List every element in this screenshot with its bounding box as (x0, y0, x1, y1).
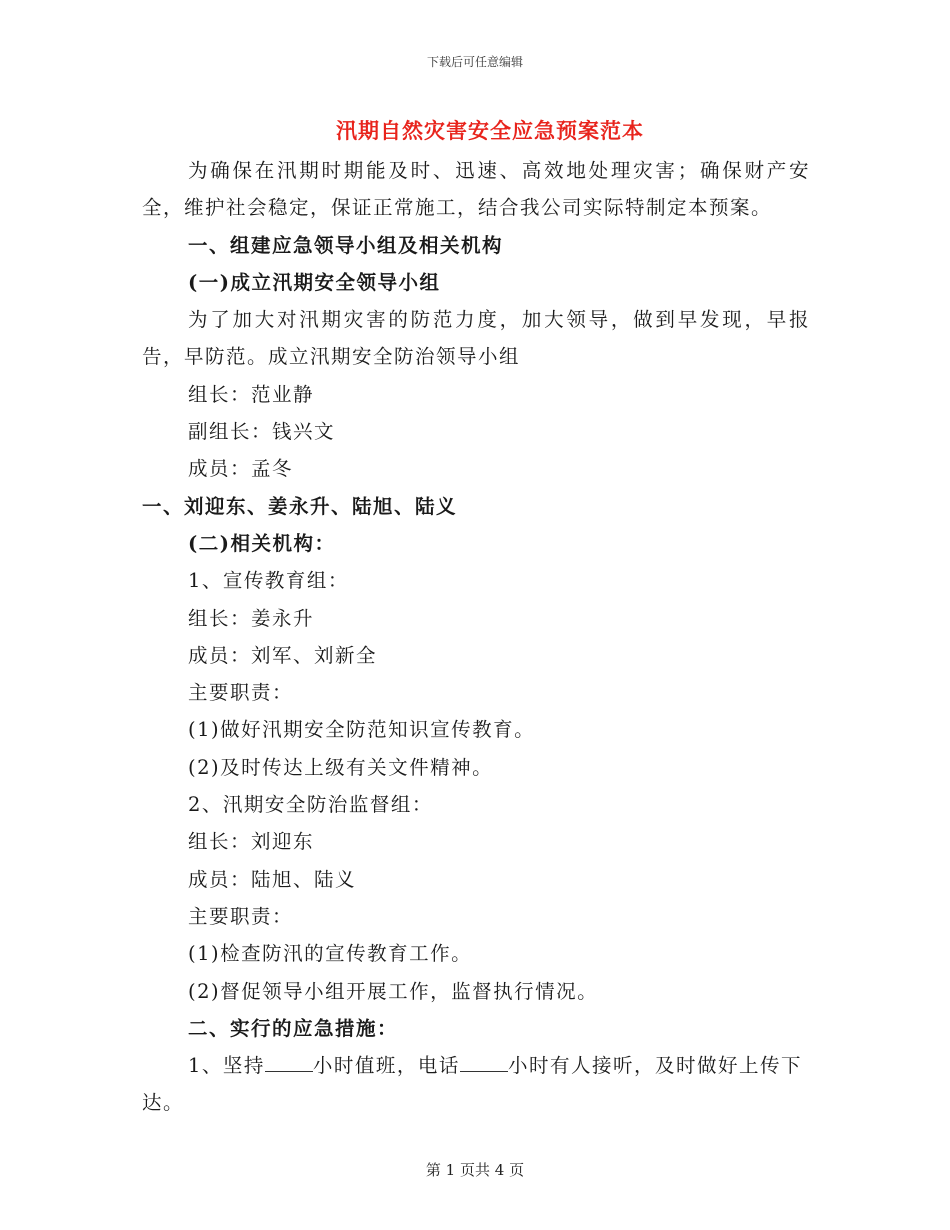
header-note: 下载后可任意编辑 (426, 55, 523, 69)
duty-item: (1)检查防汛的宣传教育工作。 (188, 942, 473, 966)
measure-text: 小时有人接听，及时做好上传下 (507, 1054, 802, 1078)
subsection-heading: (二)相关机构： (188, 531, 336, 555)
paragraph-line: 为了加大对汛期灾害的防范力度，加大领导，做到早发现，早报 (188, 308, 810, 332)
members-line: 成员：孟冬 (188, 457, 294, 481)
measure-text: 1、坚持 (188, 1054, 265, 1078)
duty-item: (2)督促领导小组开展工作，监督执行情况。 (188, 979, 599, 1003)
section-heading: 一、组建应急领导小组及相关机构 (188, 233, 504, 257)
group-name: 1、宣传教育组： (188, 569, 349, 593)
measure-continued: 达。 (142, 1091, 185, 1115)
duties-label: 主要职责： (188, 904, 294, 928)
document-title: 汛期自然灾害安全应急预案范本 (336, 118, 644, 143)
subsection-heading: (一)成立汛期安全领导小组 (188, 270, 441, 294)
duty-item: (2)及时传达上级有关文件精神。 (188, 755, 494, 779)
measure-item (142, 1047, 810, 1084)
members-line: 成员：陆旭、陆义 (188, 867, 357, 891)
leader-line: 组长：刘迎东 (188, 830, 315, 854)
paragraph-line: 告，早防范。成立汛期安全防治领导小组 (142, 345, 521, 369)
members-continued: 一、刘迎东、姜永升、陆旭、陆义 (142, 494, 458, 518)
group-name: 2、汛期安全防治监督组： (188, 793, 433, 817)
members-line: 成员：刘军、刘新全 (188, 643, 378, 667)
section-heading: 二、实行的应急措施： (188, 1016, 399, 1040)
fill-blank (460, 1053, 508, 1072)
fill-blank (265, 1053, 313, 1072)
duty-item: (1)做好汛期安全防范知识宣传教育。 (188, 718, 536, 742)
intro-line: 为确保在汛期时期能及时、迅速、高效地处理灾害；确保财产安 (188, 159, 810, 182)
intro-line: 全，维护社会稳定，保证正常施工，结合我公司实际特制定本预案。 (142, 196, 773, 220)
measure-text: 小时值班，电话 (312, 1054, 460, 1078)
leader-line: 组长：姜永升 (188, 606, 315, 630)
deputy-line: 副组长：钱兴文 (188, 420, 336, 444)
page-number: 第 1 页共 4 页 (425, 1161, 525, 1179)
leader-line: 组长：范业静 (188, 382, 315, 406)
duties-label: 主要职责： (188, 681, 294, 705)
document-body (142, 152, 810, 1122)
